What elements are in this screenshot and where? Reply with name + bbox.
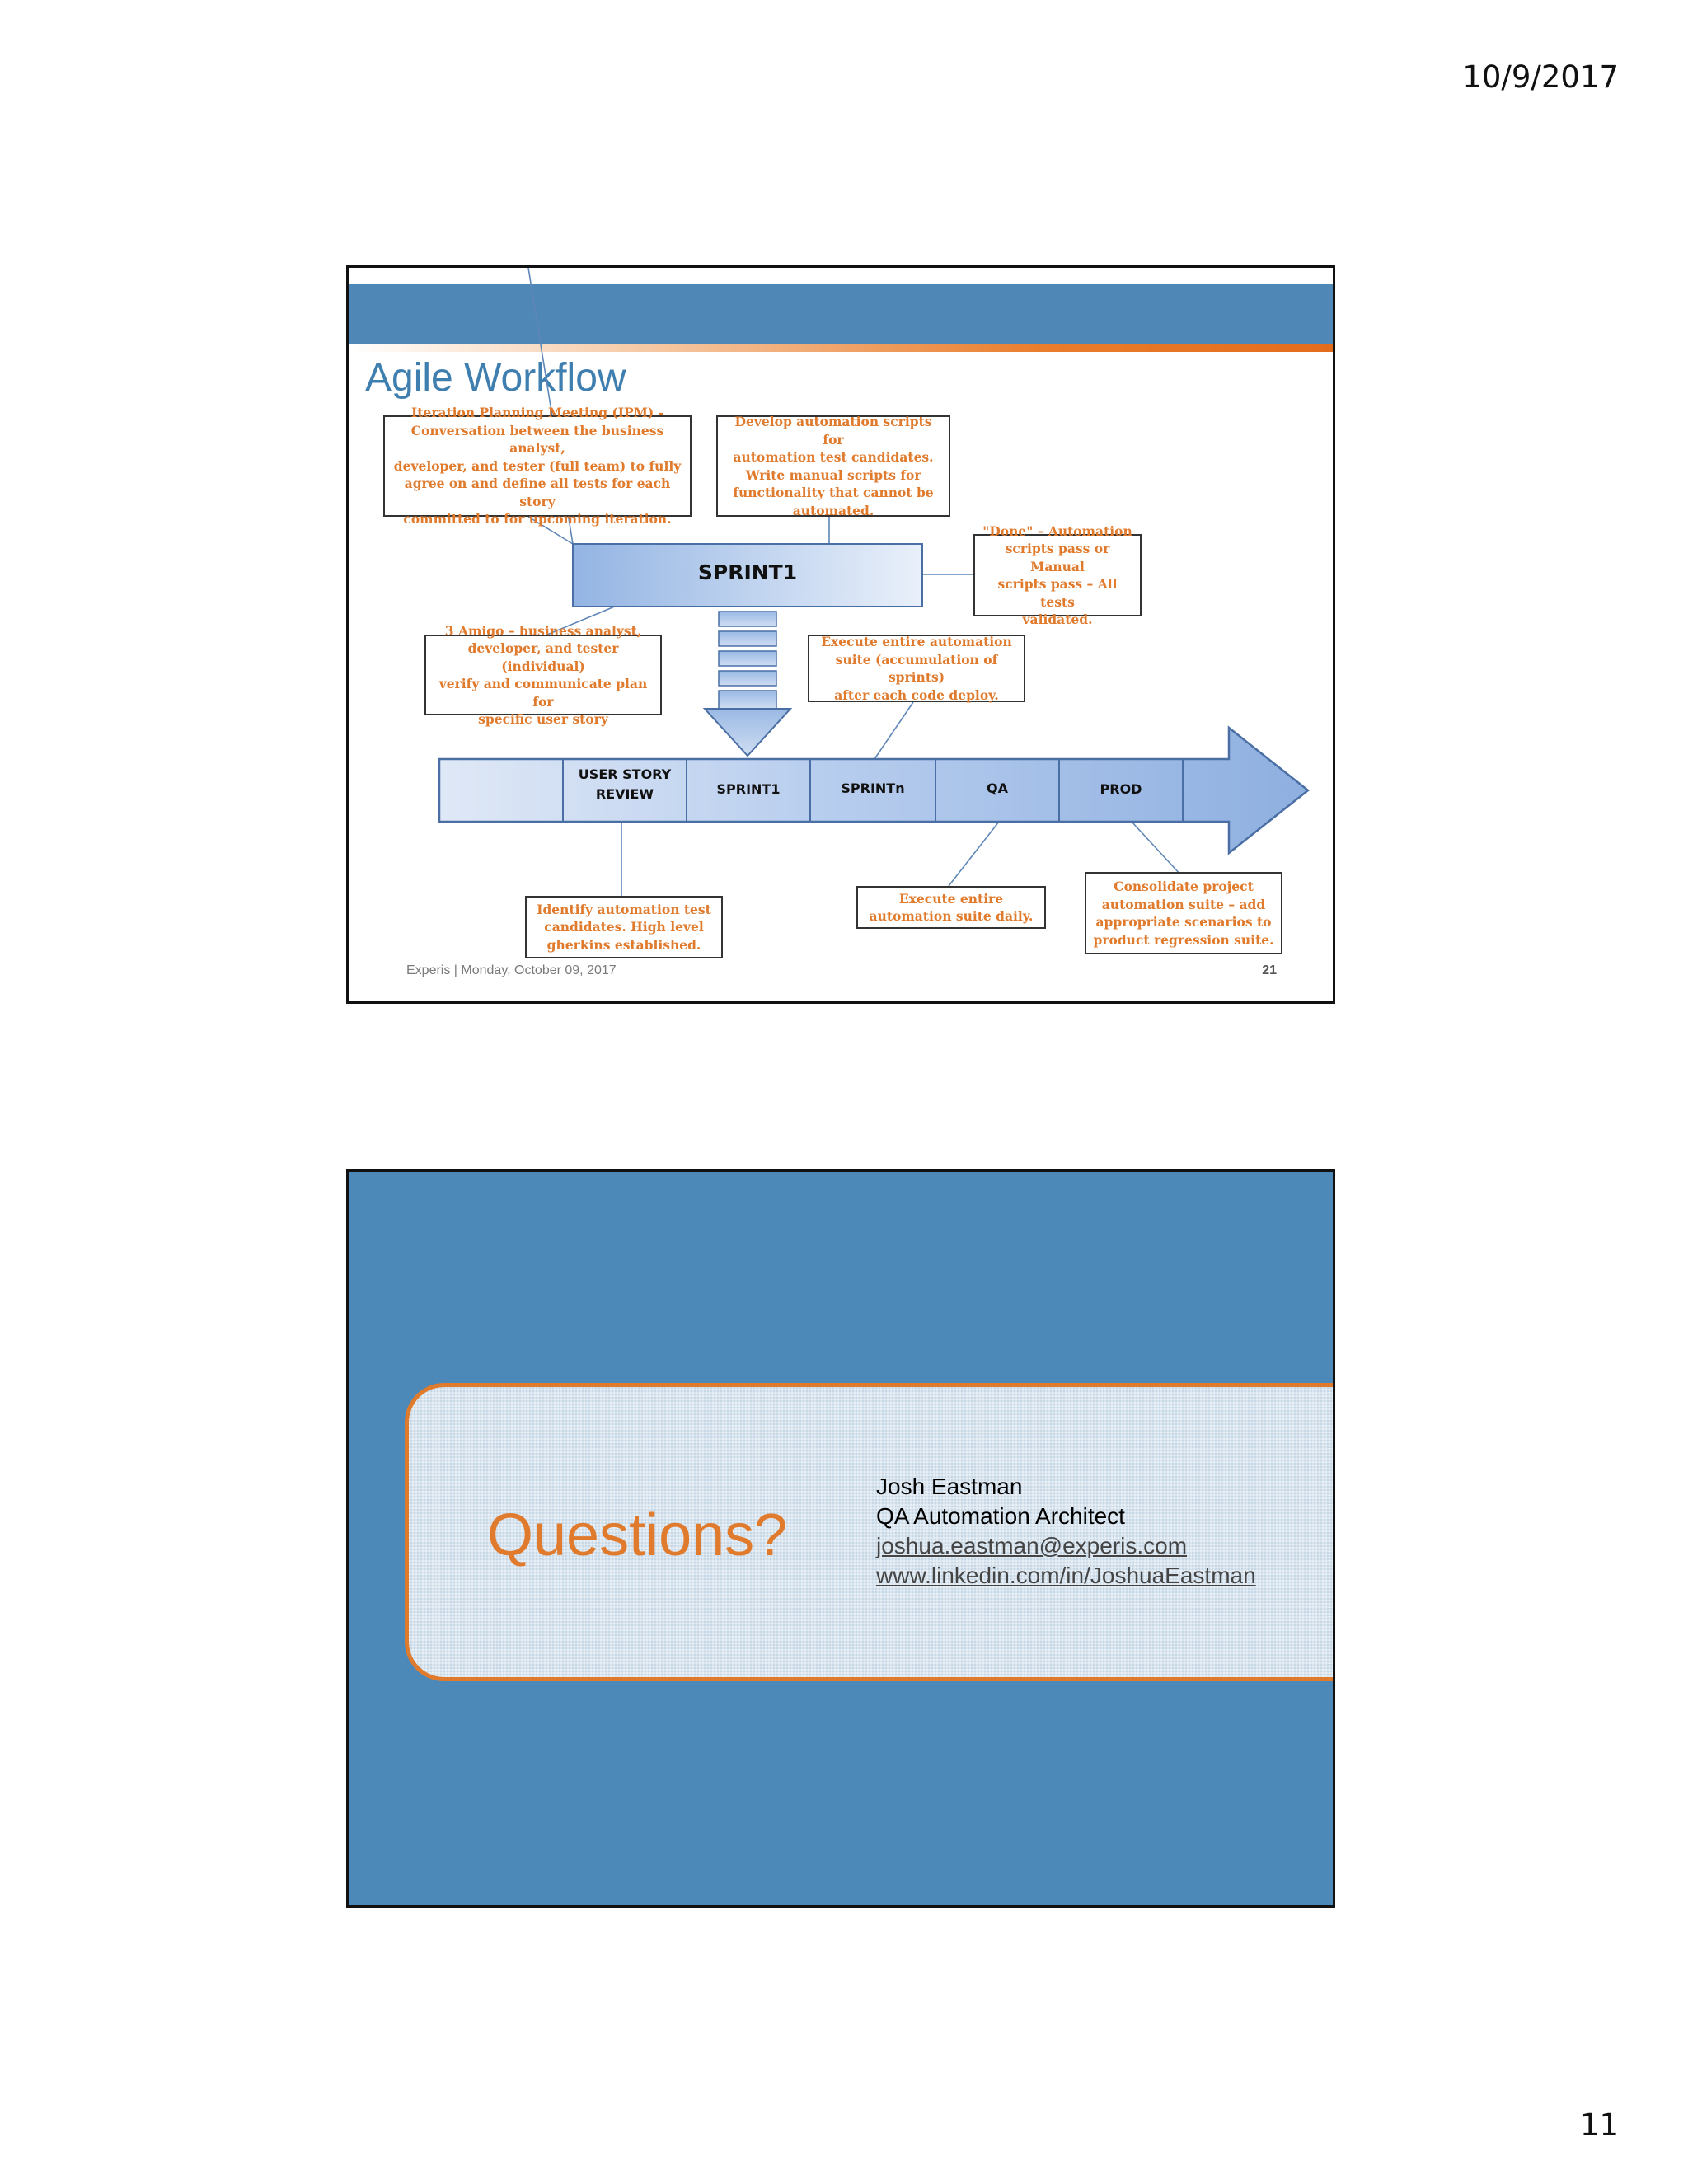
stage-sprintn: SPRINTn [841,780,905,796]
questions-heading: Questions? [487,1502,788,1568]
slide-title: Agile Workflow [365,356,626,400]
page-date: 10/9/2017 [1462,59,1619,95]
note-execute-suite-deploy: Execute entire automation suite (accumulation of sprints) after each code deploy. [808,635,1025,702]
sprint-header-label: SPRINT1 [697,560,798,584]
page-number: 11 [1579,2107,1619,2143]
note-develop-scripts: Develop automation scripts for automation test candidates. Write manual scripts for functionality that cannot be automated. [716,415,950,517]
note-done: "Done" – Automation scripts pass or Manual scripts pass – All tests validated. [973,534,1142,616]
linkedin-link[interactable]: www.linkedin.com/in/JoshuaEastman [876,1563,1256,1588]
stage-user-story-review: USER STORY REVIEW [578,766,672,802]
stage-prod: PROD [1100,781,1142,797]
note-ipm: Iteration Planning Meeting (IPM) - Conversation between the business analyst, developer, and tester (full team) to fully agree on and define all tests for each story committed to for upcoming iteration. [383,415,692,517]
note-3-amigo: 3 Amigo – business analyst, developer, and tester (individual) verify and communicate plan for specific user story [424,635,662,715]
stage-qa: QA [987,780,1008,796]
slide-questions [346,1169,1335,1908]
presenter-role: QA Automation Architect [876,1503,1125,1529]
note-consolidate: Consolidate project automation suite – add appropriate scenarios to product regression suite. [1085,872,1282,954]
slide-footer: Experis | Monday, October 09, 2017 [406,963,617,977]
down-arrow-segments [719,612,776,709]
contact-info [876,1472,1256,1591]
slide-number: 21 [1262,963,1277,977]
email-link[interactable]: joshua.eastman@experis.com [876,1533,1188,1558]
note-execute-daily: Execute entire automation suite daily. [856,886,1046,929]
presenter-name: Josh Eastman [876,1474,1023,1499]
slide-agile-workflow [346,265,1335,1004]
down-arrow-head [705,709,790,756]
stage-sprint1: SPRINT1 [716,781,781,797]
note-identify-candidates: Identify automation test candidates. High level gherkins established. [525,896,723,958]
